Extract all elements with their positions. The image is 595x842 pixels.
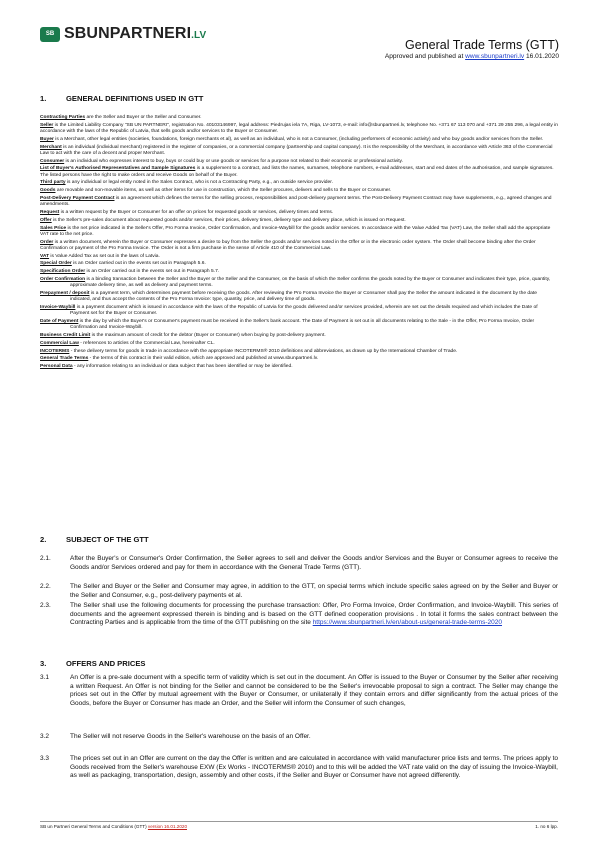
definition-text: is an Order carried out in the events set out in Paragraph 5.7. bbox=[85, 269, 220, 275]
definition-item bbox=[40, 180, 558, 186]
footer-divider bbox=[40, 821, 558, 822]
clause-text: The prices set out in an Offer are current on the day the Offer is written and are calculated in accordance with valid manufacturer price lists and terms. The prices apply to Goods received from the Seller's warehouse EXW (Ex Works - INCOTERMS® 2010) and to this will be added the VAT rate valid on the day of issuing the Invoice-Waybill, as well as packaging, transportation, design, assembly and other costs, if the Seller and Buyer or Consumer have not agreed differently. bbox=[70, 755, 558, 780]
clause-text: The Seller and Buyer or the Seller and Consumer may agree, in addition to the GTT, on special terms which include specific sales agreed on by the Seller and Buyer or the Seller and Consumer, e.g., post-delivery payments et al. bbox=[70, 583, 558, 599]
definition-term: Business Credit Limit bbox=[40, 332, 91, 338]
definition-term: Goods bbox=[40, 188, 56, 194]
clause-number: 3.1 bbox=[40, 674, 50, 681]
definition-term: Prepayment / deposit bbox=[40, 290, 90, 296]
definition-item bbox=[40, 269, 558, 275]
page-subtitle bbox=[385, 53, 559, 60]
clause-number: 2.2. bbox=[40, 583, 51, 590]
clause-text: After the Buyer's or Consumer's Order Confirmation, the Seller agrees to sell and deliver the Goods and/or Services and the Buyer or Consumer agrees to receive the Goods and/or Services ordered and pay for them in accordance with the General Trade Terms (GTT). bbox=[70, 555, 558, 571]
definition-term: Contracting Parties bbox=[40, 115, 86, 120]
clause-item bbox=[40, 583, 558, 600]
definition-term: Personal Data bbox=[40, 364, 73, 370]
footer-page-number: 1. no 6 lpp. bbox=[535, 824, 558, 829]
definition-text: is the Limited Liability Company "SB UN PARTNERI", registration No. 40103146997, legal address: Piedrujas iela 7A, Riga, LV-1073, e-mail: info@sbunpartneri.lv, telephone No. +371 67 113 070 and +371 29 255 296, a legal entity in accordance with the laws of the Republic of Latvia, that sells goods and/or services to the Buyer or Consumer. bbox=[40, 122, 559, 134]
definition-item bbox=[40, 166, 558, 178]
definition-item bbox=[40, 115, 558, 121]
definition-item bbox=[40, 261, 558, 267]
definition-item bbox=[40, 341, 558, 347]
definition-term: Specification Order bbox=[40, 269, 86, 275]
definition-item bbox=[40, 333, 558, 339]
definition-item bbox=[40, 291, 558, 303]
definition-text: - the terms of this contract in their valid edition, which are approved and published at www.sbunpartneri.lv. bbox=[88, 356, 319, 362]
definition-term: Commercial Law bbox=[40, 340, 79, 346]
definition-text: is a written request by the Buyer or Consumer for an offer on prices for requested goods or services, delivery times and terms. bbox=[59, 209, 334, 215]
definition-text: is a Merchant, other legal entities (societies, foundations, foreign merchants et al), as well as an individual, who is not a Consumer, (including performers of economic activity) and who buy goods and/or services from the Seller. bbox=[53, 136, 544, 142]
definition-item bbox=[40, 218, 558, 224]
definition-text: is Value Added Tax as set out in the laws of Latvia. bbox=[49, 253, 160, 259]
clause-number: 2.1. bbox=[40, 555, 51, 562]
definition-text: is an Order carried out in the events set out in Paragraph 5.6. bbox=[71, 261, 206, 267]
definition-text: is a payment term, which determines payment before receiving the goods. After reviewing the Pro Forma Invoice the Buyer or Consumer shall pay the Seller the amount indicated in the document by the date indicated, and thus accept the contents of the Pro Forma Invoice: type, quantity, price, and delivery time of goods. bbox=[70, 290, 537, 303]
logo-main: SBUNPARTNERI bbox=[64, 25, 192, 42]
section-number: 3. bbox=[40, 659, 47, 668]
definition-term: Special Order bbox=[40, 261, 72, 267]
definition-item bbox=[40, 364, 558, 370]
clause-item bbox=[40, 755, 558, 781]
clause-text: The Seller shall use the following documents for processing the purchase transaction: Offer, Pro Forma Invoice, Order Confirmation, and Invoice-Waybill. This series of documents and the agreement expressed therein is binding and is based on the GTT defined cooperation provisions . In total it forms the sales contract between the Contracting Parties and is applicable from the time of the GTT publishing on the site https://www.sbunpartneri.lv/en/about-us/general-trade-terms-2020 bbox=[70, 602, 558, 627]
definition-item bbox=[40, 159, 558, 165]
definition-text: is an individual (individual merchant) registered in the register of companies, or a commercial company (partnership and capital company). It is the responsibility of the Merchant, in accordance with Article 363 of the Commercial Law to act with the care of a decent and proper Merchant. bbox=[40, 144, 553, 156]
logo-mark-icon: SB bbox=[40, 27, 60, 42]
section-title: GENERAL DEFINITIONS USED IN GTT bbox=[66, 94, 204, 103]
definition-term: Seller bbox=[40, 122, 54, 128]
definition-text: is the Seller's pre-sales document about requested goods and/or services, their prices, delivery times, delivery type and delivery place, which is issued on Request. bbox=[51, 217, 406, 223]
definition-item bbox=[40, 349, 558, 355]
logo-suffix: .LV bbox=[191, 30, 207, 41]
clause-text: The Seller will not reserve Goods in the Seller's warehouse on the basis of an Offer. bbox=[70, 733, 311, 740]
definition-item bbox=[40, 123, 558, 135]
definition-item bbox=[40, 319, 558, 331]
definitions-list bbox=[40, 115, 558, 372]
definition-term: Invoice-Waybill bbox=[40, 304, 76, 310]
section-title: SUBJECT OF THE GTT bbox=[66, 535, 149, 544]
definition-text: is an individual who expresses interest to buy, buys or could buy or use goods or services for a purpose not related to their economic or professional activity. bbox=[64, 158, 403, 164]
section-3-heading bbox=[40, 659, 145, 668]
definition-term: Order bbox=[40, 239, 54, 245]
definition-term: Date of Payment bbox=[40, 318, 79, 324]
definition-text: is a written document, wherein the Buyer or Consumer expresses a desire to buy from the Seller the goods and/or services noted in the Offer or in the electronic order system. The Order shall become binding after the Order Confirmation or payment of the Pro Forma Invoice. The Order is not a firm purchase in the sense of Article 410 of the Commercial Law. bbox=[40, 239, 536, 251]
clause-item bbox=[40, 555, 558, 572]
clause-number: 3.3 bbox=[40, 755, 50, 762]
definition-text: is a payment document which is issued in accordance with the laws of the Republic of Latvia for the goods delivered and/or services provided, wherein are set out the details required and which includes the Date of Payment set for the Buyer or Consumer. bbox=[70, 304, 538, 317]
definition-term: General Trade Terms bbox=[40, 356, 89, 362]
logo-text bbox=[64, 25, 206, 43]
definition-text: is the day by which the Buyer's or Consumer's payment must be received in the Seller's bank account. The Date of Payment is set out in all documents relating to the Sale - in the Offer, Pro Forma Invoice, Order Confirmation and Invoice-Waybill. bbox=[70, 318, 535, 331]
clause-number: 2.3. bbox=[40, 602, 51, 609]
gtt-link[interactable]: https://www.sbunpartneri.lv/en/about-us/general-trade-terms-2020 bbox=[312, 619, 503, 627]
definition-item bbox=[40, 196, 558, 208]
definition-text: - any information relating to an individual or data subject that has been identified or may be identified. bbox=[72, 364, 293, 370]
definition-term: Consumer bbox=[40, 158, 65, 164]
section-1-heading bbox=[40, 94, 203, 103]
definition-text: is a supplement to a contract, and lists the names, surnames, telephone numbers, e-mail addresses, start and end dates of the authorisation, and sample signatures. The listed persons have the right to make orders and receive Goods on behalf of the Buyer. bbox=[40, 166, 554, 178]
definition-term: Third party bbox=[40, 180, 66, 186]
definition-term: List of Buyer's Authorised Representatives and Sample Signatures bbox=[40, 166, 196, 172]
page-title: General Trade Terms (GTT) bbox=[405, 38, 559, 52]
definition-text: - these delivery terms for goods in trade in accordance with the appropriate INCOTERMS® 2010 definitions and abbreviations, as drawn up by the International Chamber of Trade. bbox=[69, 348, 458, 354]
section-number: 2. bbox=[40, 535, 47, 544]
clause-item bbox=[40, 674, 558, 708]
definition-item bbox=[40, 145, 558, 157]
definition-text: are the Seller and Buyer or the Seller and Consumer. bbox=[85, 115, 202, 120]
section-title: OFFERS AND PRICES bbox=[66, 659, 146, 668]
footer-left bbox=[40, 824, 187, 829]
definition-text: is a binding transaction between the Seller and the Buyer or the Seller and the Consumer, on the basis of which the Seller confirms the goods noted by the Buyer or Consumer and indicates their type, price, quantity, approximate delivery time, as well as delivery and payment terms. bbox=[70, 276, 551, 289]
subtitle-date: 16.01.2020 bbox=[525, 53, 559, 60]
definition-term: Request bbox=[40, 209, 60, 215]
definition-term: Order Confirmation bbox=[40, 276, 86, 282]
definition-term: INCOTERMS bbox=[40, 348, 70, 354]
website-link[interactable]: www.sbunpartneri.lv bbox=[465, 53, 525, 60]
definition-text: - references to articles of the Commercial Law, hereinafter CL. bbox=[78, 340, 215, 346]
company-logo[interactable] bbox=[40, 25, 206, 43]
definition-item bbox=[40, 240, 558, 252]
definition-term: VAT bbox=[40, 253, 50, 259]
definition-item bbox=[40, 356, 558, 362]
definition-item bbox=[40, 254, 558, 260]
clause-item bbox=[40, 733, 558, 742]
definition-term: Post-Delivery Payment Contract bbox=[40, 195, 115, 201]
section-number: 1. bbox=[40, 94, 47, 103]
clause-item bbox=[40, 602, 558, 628]
definition-term: Merchant bbox=[40, 144, 62, 150]
page-footer bbox=[40, 824, 558, 829]
definition-item bbox=[40, 277, 558, 289]
definition-term: Buyer bbox=[40, 136, 54, 142]
definition-item bbox=[40, 137, 558, 143]
definition-text: is the maximum amount of credit for the debtor (Buyer or Consumer) when buying by post-delivery payment. bbox=[90, 332, 326, 338]
subtitle-prefix: Approved and published at bbox=[384, 53, 464, 60]
definition-item bbox=[40, 188, 558, 194]
definition-text: is any individual or legal entity noted in the Sales Contract, who is not a Contracting Party, e.g., an outside service provider. bbox=[65, 180, 333, 186]
footer-version: version 16.01.2020 bbox=[147, 824, 187, 829]
definition-term: Sales Price bbox=[40, 225, 67, 231]
clause-number: 3.2 bbox=[40, 733, 50, 740]
definition-term: Offer bbox=[40, 217, 52, 223]
definition-text: are movable and non-movable items, as well as other items for use in construction, which the Seller procures, delivers and sells to the Buyer or Consumer. bbox=[55, 188, 392, 194]
definition-text: is an agreement which defines the terms for the selling process, responsibilities and post-delivery payment terms. The Post-Delivery Payment Contract may have supplements, e.g., agreed changes and amendments. bbox=[40, 195, 552, 208]
section-2-heading bbox=[40, 535, 149, 544]
definition-item bbox=[40, 226, 558, 238]
definition-text: is the net price indicated in the Seller's Offer, Pro Forma Invoice, Order Confirmation, and Invoice-Waybill for the goods and/or services. In accordance with the Value Added Tax (VAT) Law, the Seller shall add the appropriate VAT rate to the net price. bbox=[40, 225, 551, 237]
definition-item bbox=[40, 210, 558, 216]
footer-doc-name: SB un Partneri General Terms and Conditions (GTT) bbox=[40, 824, 147, 829]
clause-text: An Offer is a pre-sale document with a specific term of validity which is set out in the document. An Offer is issued to the Buyer or Consumer by the Seller after receiving a written Request. An Offer is not binding for the Seller and cannot be considered to be the Seller's irrevocable proposal to sign a contract. The Seller may change the prices set out in the Offer by mutual agreement with the Buyer or Consumer, or unilaterally if they contain errors and differ significantly from the actual prices of the Goods, before the Buyer or Consumer has made an Order, and the Seller will inform the Consumer of such changes, bbox=[70, 674, 558, 707]
definition-item bbox=[40, 305, 558, 317]
